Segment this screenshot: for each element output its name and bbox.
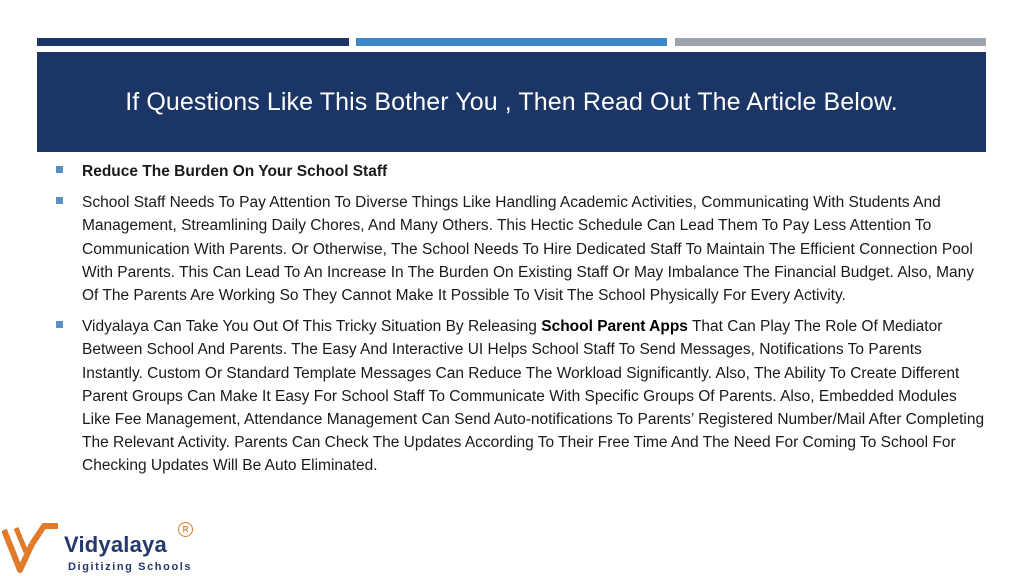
stripe-gray	[675, 38, 986, 46]
logo-tagline: Digitizing Schools	[68, 561, 193, 573]
list-item	[56, 315, 986, 477]
slide-title: If Questions Like This Bother You , Then Read Out The Article Below.	[125, 87, 898, 116]
bullet-paragraph-2	[82, 315, 986, 477]
vidyalaya-v-logo-icon	[2, 522, 62, 574]
paragraph-text: Vidyalaya Can Take You Out Of This Tricky Situation By Releasing	[82, 318, 542, 336]
vidyalaya-logo	[0, 518, 200, 576]
square-bullet-icon	[56, 197, 63, 204]
bullet-paragraph-1: School Staff Needs To Pay Attention To Diverse Things Like Handling Academic Activities, Communicating With Students And Management, Streamlining Daily Chores, And Many Others. This Hectic Schedule Can Lead Them To Pay Less Attention To Communication With Parents. Or Otherwise, The School Needs To Hire Dedicated Staff To Maintain The Efficient Connection Pool With Parents. This Can Lead To An Increase In The Burden On Existing Staff Or May Imbalance The Financial Budget. Also, Many Of The Parents Are Working So They Cannot Make It Possible To Visit The School Physically For Every Activity.	[82, 194, 975, 305]
stripe-blue	[356, 38, 667, 46]
bullet-list	[56, 160, 986, 486]
bullet-heading: Reduce The Burden On Your School Staff	[82, 163, 388, 180]
title-banner	[37, 52, 986, 152]
school-parent-apps-link[interactable]: School Parent Apps	[541, 318, 688, 336]
stripe-navy	[37, 38, 349, 46]
list-item	[56, 191, 986, 307]
list-item	[56, 160, 986, 183]
logo-name: Vidyalaya	[64, 532, 167, 557]
header-stripes	[37, 38, 986, 46]
square-bullet-icon	[56, 166, 63, 173]
square-bullet-icon	[56, 321, 63, 328]
paragraph-text: That Can Play The Role Of Mediator Between School And Parents. The Easy And Interactive UI Helps School Staff To Send Messages, Notifications To Parents Instantly. Custom Or Standard Template Messages Can Reduce The Workload Significantly. Also, The Ability To Create Different Parent Groups Can Make It Easy For School Staff To Communicate With Specific Groups Of Parents. Also, Embedded Modules Like Fee Management, Attendance Management Can Send Auto-notifications To Parents’ Registered Number/Mail After Completing The Relevant Activity. Parents Can Check The Updates According To Their Free Time And The Need For Coming To School For Checking Updates Will Be Auto Eliminated.	[82, 318, 985, 475]
registered-mark: R	[178, 522, 193, 537]
